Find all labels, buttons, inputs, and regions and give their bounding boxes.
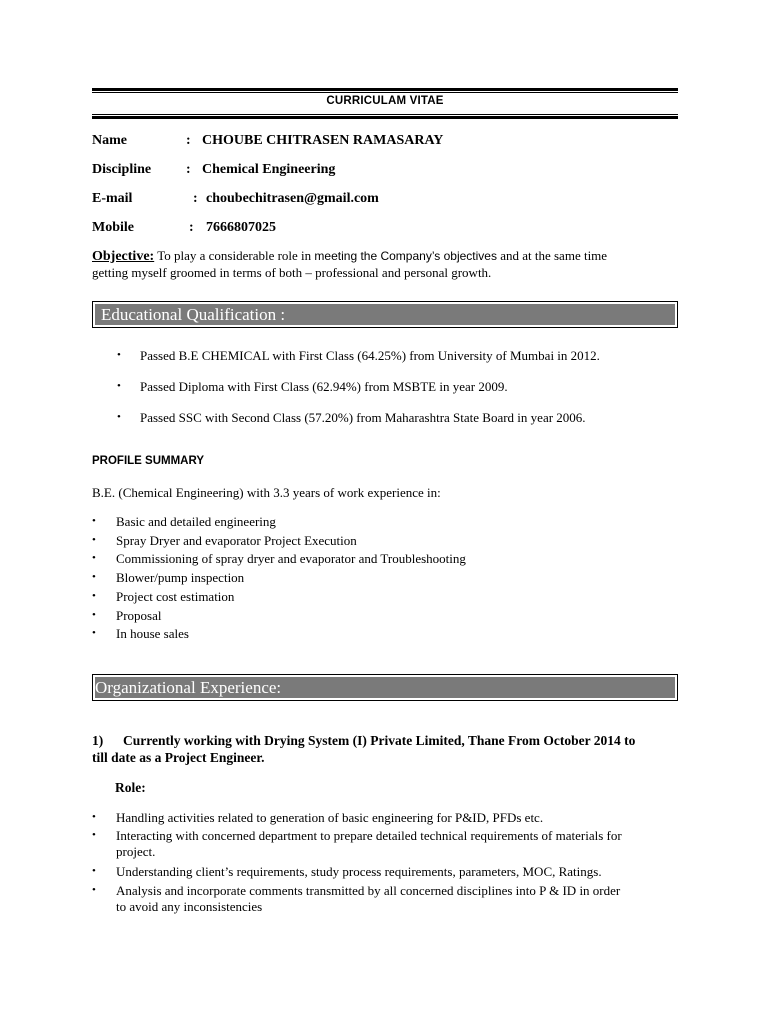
- bullet-icon: •: [117, 380, 121, 392]
- role-item: [116, 864, 602, 880]
- profile-summary-heading: PROFILE SUMMARY: [92, 455, 205, 467]
- bullet-icon: •: [92, 609, 96, 621]
- profile-intro: B.E. (Chemical Engineering) with 3.3 years of work experience in:: [92, 485, 441, 500]
- education-heading-bar: [92, 301, 678, 328]
- experience-entry-number: 1): [92, 733, 104, 748]
- discipline-label: Discipline: [92, 162, 152, 177]
- mobile-colon: :: [189, 220, 194, 235]
- role-item-line: project.: [116, 844, 156, 859]
- bullet-icon: •: [92, 552, 96, 564]
- role-item: [116, 883, 620, 915]
- objective-label: Objective:: [92, 249, 155, 264]
- bullet-icon: •: [92, 811, 96, 823]
- bullet-icon: •: [92, 829, 96, 841]
- experience-heading: Organizational Experience:: [95, 678, 282, 697]
- email-label: E-mail: [92, 191, 133, 206]
- role-item: [116, 828, 622, 860]
- education-item: Passed SSC with Second Class (57.20%) from Maharashtra State Board in year 2006.: [140, 410, 586, 425]
- experience-entry-line1: Currently working with Drying System (I) Private Limited, Thane From October 2014 to: [123, 733, 636, 748]
- name-colon: :: [186, 133, 191, 148]
- discipline-colon: :: [186, 162, 191, 177]
- email-colon: :: [193, 191, 198, 206]
- name-value: CHOUBE CHITRASEN RAMASARAY: [202, 133, 444, 148]
- profile-item: Project cost estimation: [116, 589, 235, 604]
- role-item-line: Handling activities related to generation of basic engineering for P&ID, PFDs etc.: [116, 810, 544, 825]
- education-item: Passed Diploma with First Class (62.94%) from MSBTE in year 2009.: [140, 379, 508, 394]
- role-item-line: to avoid any inconsistencies: [116, 899, 263, 914]
- education-heading: Educational Qualification :: [101, 305, 286, 324]
- bullet-icon: •: [92, 515, 96, 527]
- profile-item: Proposal: [116, 608, 162, 623]
- bullet-icon: •: [92, 865, 96, 877]
- bullet-icon: •: [117, 411, 121, 423]
- role-item-line: Understanding client’s requirements, study process requirements, parameters, MOC, Ratings.: [116, 864, 602, 879]
- header-top-rule-thin: [92, 92, 678, 93]
- objective-line2: getting myself groomed in terms of both – professional and personal growth.: [92, 265, 492, 280]
- profile-item: Commissioning of spray dryer and evaporator and Troubleshooting: [116, 551, 466, 566]
- objective-paragraph: [92, 248, 682, 281]
- bullet-icon: •: [92, 590, 96, 602]
- objective-text-a: To play a considerable role in: [154, 248, 315, 263]
- bullet-icon: •: [92, 571, 96, 583]
- header-top-rule-thick: [92, 88, 678, 91]
- mobile-value: 7666807025: [206, 220, 276, 235]
- email-value: choubechitrasen@gmail.com: [206, 191, 379, 206]
- bullet-icon: •: [117, 349, 121, 361]
- profile-item: In house sales: [116, 626, 189, 641]
- profile-item: Blower/pump inspection: [116, 570, 245, 585]
- bullet-icon: •: [92, 627, 96, 639]
- role-item-line: Interacting with concerned department to prepare detailed technical requirements of materials for: [116, 828, 622, 843]
- bullet-icon: •: [92, 534, 96, 546]
- header-bottom-rule-thick: [92, 116, 678, 119]
- header-bottom-rule-thin: [92, 114, 678, 115]
- mobile-label: Mobile: [92, 220, 134, 235]
- experience-heading-bar: [92, 674, 678, 701]
- experience-entry-line2: till date as a Project Engineer.: [92, 750, 265, 765]
- role-item: [116, 810, 543, 826]
- objective-text-c: and at the same time: [496, 248, 608, 263]
- role-label: Role:: [115, 780, 146, 795]
- bullet-icon: •: [92, 884, 96, 896]
- role-item-line: Analysis and incorporate comments transmitted by all concerned disciplines into P & ID in order: [116, 883, 621, 898]
- profile-item: Spray Dryer and evaporator Project Execution: [116, 533, 357, 548]
- profile-item: Basic and detailed engineering: [116, 514, 276, 529]
- education-item: Passed B.E CHEMICAL with First Class (64.25%) from University of Mumbai in 2012.: [140, 348, 600, 363]
- document-title: CURRICULAM VITAE: [326, 95, 444, 107]
- discipline-value: Chemical Engineering: [202, 162, 336, 177]
- objective-text-b: meeting the Company’s objectives: [314, 249, 497, 263]
- name-label: Name: [92, 133, 127, 148]
